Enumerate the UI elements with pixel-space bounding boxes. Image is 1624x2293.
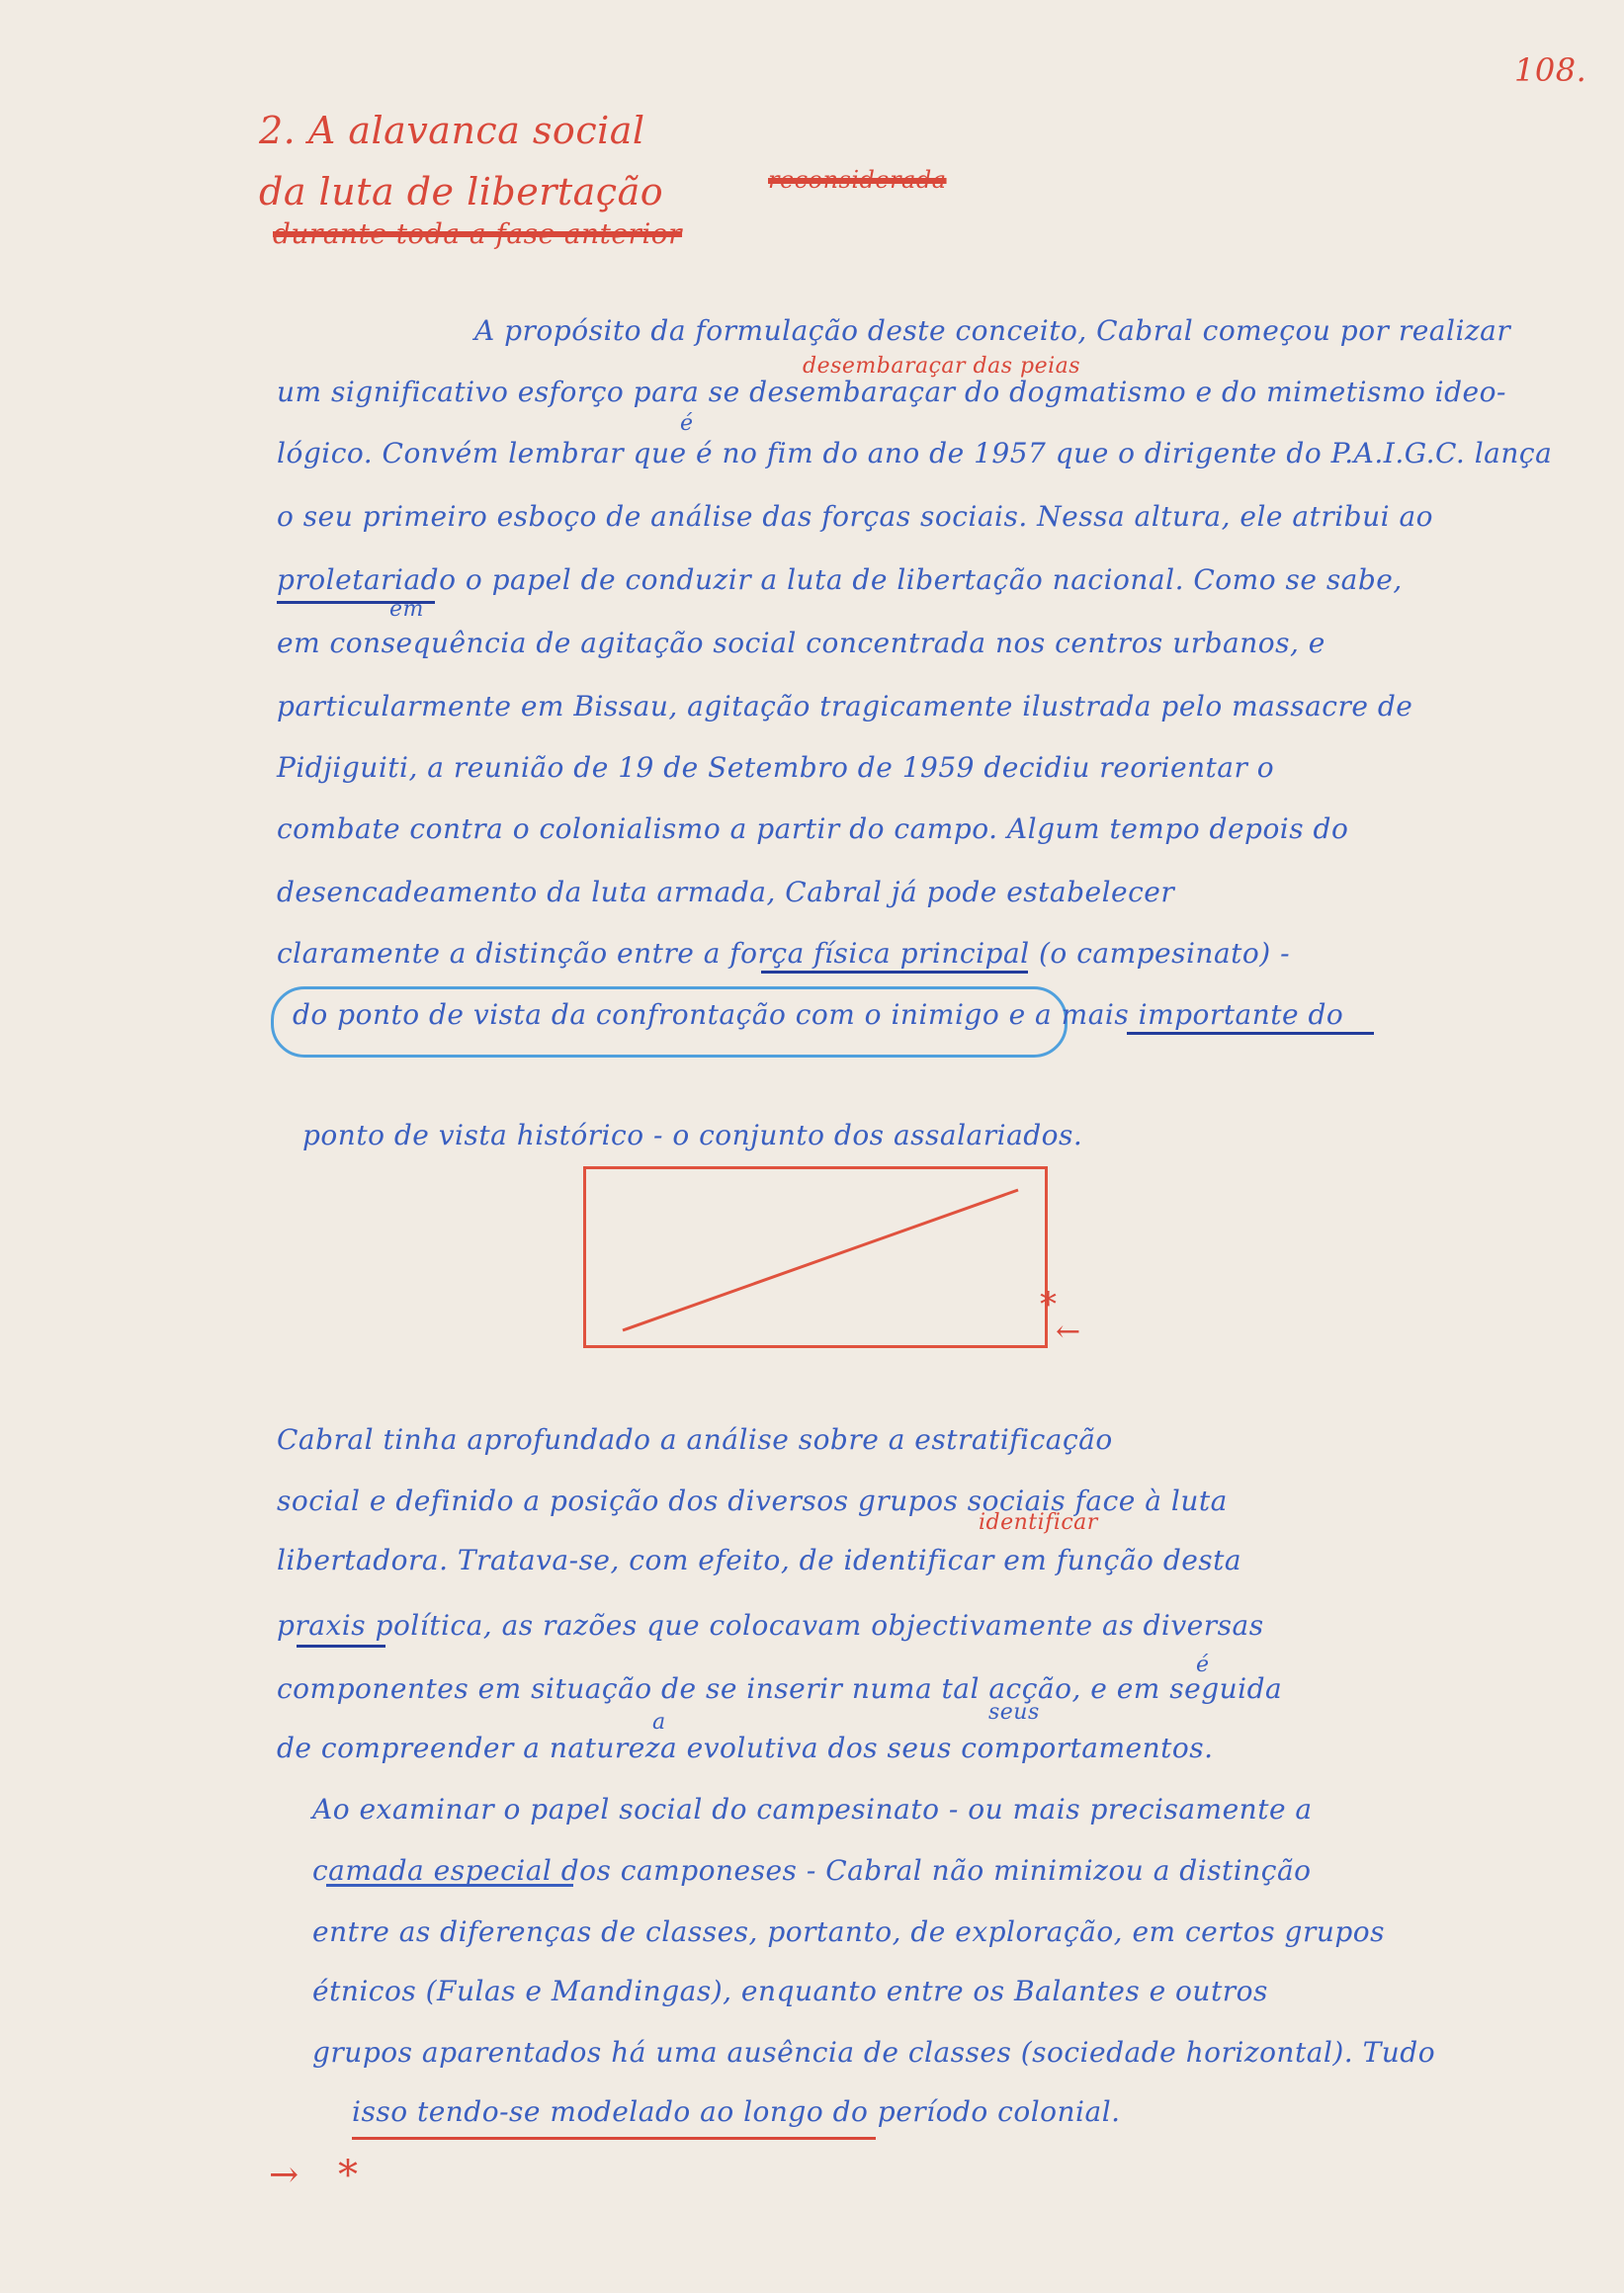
paragraph-1-line-4: o seu primeiro esboço de análise das forças sociais. Nessa altura, ele atribui ao — [277, 500, 1434, 533]
paragraph-1-line-2: um significativo esforço para se desembaraçar do dogmatismo e do mimetismo ideo- — [277, 376, 1506, 408]
paragraph-2-line-5: componentes em situação de se inserir numa tal acção, e em seguida — [277, 1672, 1283, 1705]
underline-proletariado — [277, 601, 435, 604]
page-number: 108. — [1514, 51, 1587, 89]
underline-mais-importante — [1127, 1032, 1374, 1035]
paragraph-2-line-9: entre as diferenças de classes, portanto, de exploração, em certos grupos — [312, 1915, 1386, 1948]
paragraph-1-line-10: desencadeamento da luta armada, Cabral já pode estabelecer — [277, 876, 1175, 908]
paragraph-1-line-8: Pidjiguiti, a reunião de 19 de Setembro de 1959 decidiu reorientar o — [277, 751, 1275, 784]
section-title-line-2: da luta de libertação — [259, 170, 664, 213]
underline-camada-especial — [326, 1884, 573, 1887]
diagram-arrow: ← — [1056, 1315, 1081, 1349]
paragraph-2-line-11: grupos aparentados há uma ausência de classes (sociedade horizontal). Tudo — [312, 2036, 1436, 2069]
paragraph-2-line-8: camada especial dos camponeses - Cabral não minimizou a distinção — [312, 1854, 1312, 1887]
diagram-asterisk: * — [1040, 1285, 1058, 1324]
paragraph-1-line-9: combate contra o colonialismo a partir do campo. Algum tempo depois do — [277, 812, 1349, 845]
paragraph-2-line-4: praxis política, as razões que colocavam objectivamente as diversas — [277, 1609, 1264, 1642]
interlinear-insertion-e-second: é — [1196, 1653, 1210, 1677]
interlinear-insertion-em: em — [389, 597, 424, 622]
paragraph-1-line-6: em consequência de agitação social concentrada nos centros urbanos, e — [277, 627, 1325, 659]
underline-praxis — [297, 1645, 385, 1648]
bottom-asterisk: * — [338, 2153, 359, 2198]
underline-tendo-se-modelado — [352, 2137, 876, 2140]
interlinear-insertion-seus: seus — [988, 1700, 1040, 1725]
paragraph-2-line-6: de compreender a natureza evolutiva dos seus comportamentos. — [277, 1732, 1214, 1764]
paragraph-1-line-1: A propósito da formulação deste conceito, Cabral começou por realizar — [474, 314, 1511, 347]
bottom-arrow: → — [269, 2155, 299, 2195]
section-title-line-1: 2. A alavanca social — [259, 109, 645, 152]
struck-title-word: reconsiderada — [768, 166, 947, 194]
paragraph-2-line-3: libertadora. Tratava-se, com efeito, de identificar em função desta — [277, 1544, 1242, 1576]
interlinear-insertion-e: é — [680, 411, 694, 436]
paragraph-1-line-5: proletariado o papel de conduzir a luta de libertação nacional. Como se sabe, — [277, 563, 1403, 596]
interlinear-insertion-desembaracar: desembaraçar das peias — [803, 354, 1081, 379]
diagram-diagonal — [583, 1166, 1048, 1348]
paragraph-2-line-1: Cabral tinha aprofundado a análise sobre a estratificação — [277, 1423, 1113, 1456]
interlinear-insertion-identificar: identificar — [979, 1510, 1098, 1535]
underline-forca-fisica-principal — [761, 971, 1028, 974]
paragraph-1-line-7: particularmente em Bissau, agitação tragicamente ilustrada pelo massacre de — [277, 690, 1413, 722]
paragraph-1-line-11: claramente a distinção entre a força física principal (o campesinato) - — [277, 937, 1291, 970]
paragraph-2-line-2: social e definido a posição dos diversos grupos sociais face à luta — [277, 1485, 1228, 1517]
paragraph-2-line-7: Ao examinar o papel social do campesinato - ou mais precisamente a — [312, 1793, 1313, 1826]
paragraph-2-line-10: étnicos (Fulas e Mandingas), enquanto entre os Balantes e outros — [312, 1975, 1268, 2007]
paragraph-1-line-3: lógico. Convém lembrar que é no fim do ano de 1957 que o dirigente do P.A.I.G.C. lança — [277, 437, 1553, 469]
paragraph-2-line-12: isso tendo-se modelado ao longo do período colonial. — [352, 2095, 1121, 2128]
paragraph-1-line-13: ponto de vista histórico - o conjunto dos assalariados. — [302, 1119, 1083, 1151]
interlinear-insertion-a: a — [652, 1710, 666, 1735]
paragraph-1-line-12: do ponto de vista da confrontação com o inimigo e a mais importante do — [293, 998, 1344, 1031]
struck-title-line: durante toda a fase anterior — [273, 217, 683, 250]
